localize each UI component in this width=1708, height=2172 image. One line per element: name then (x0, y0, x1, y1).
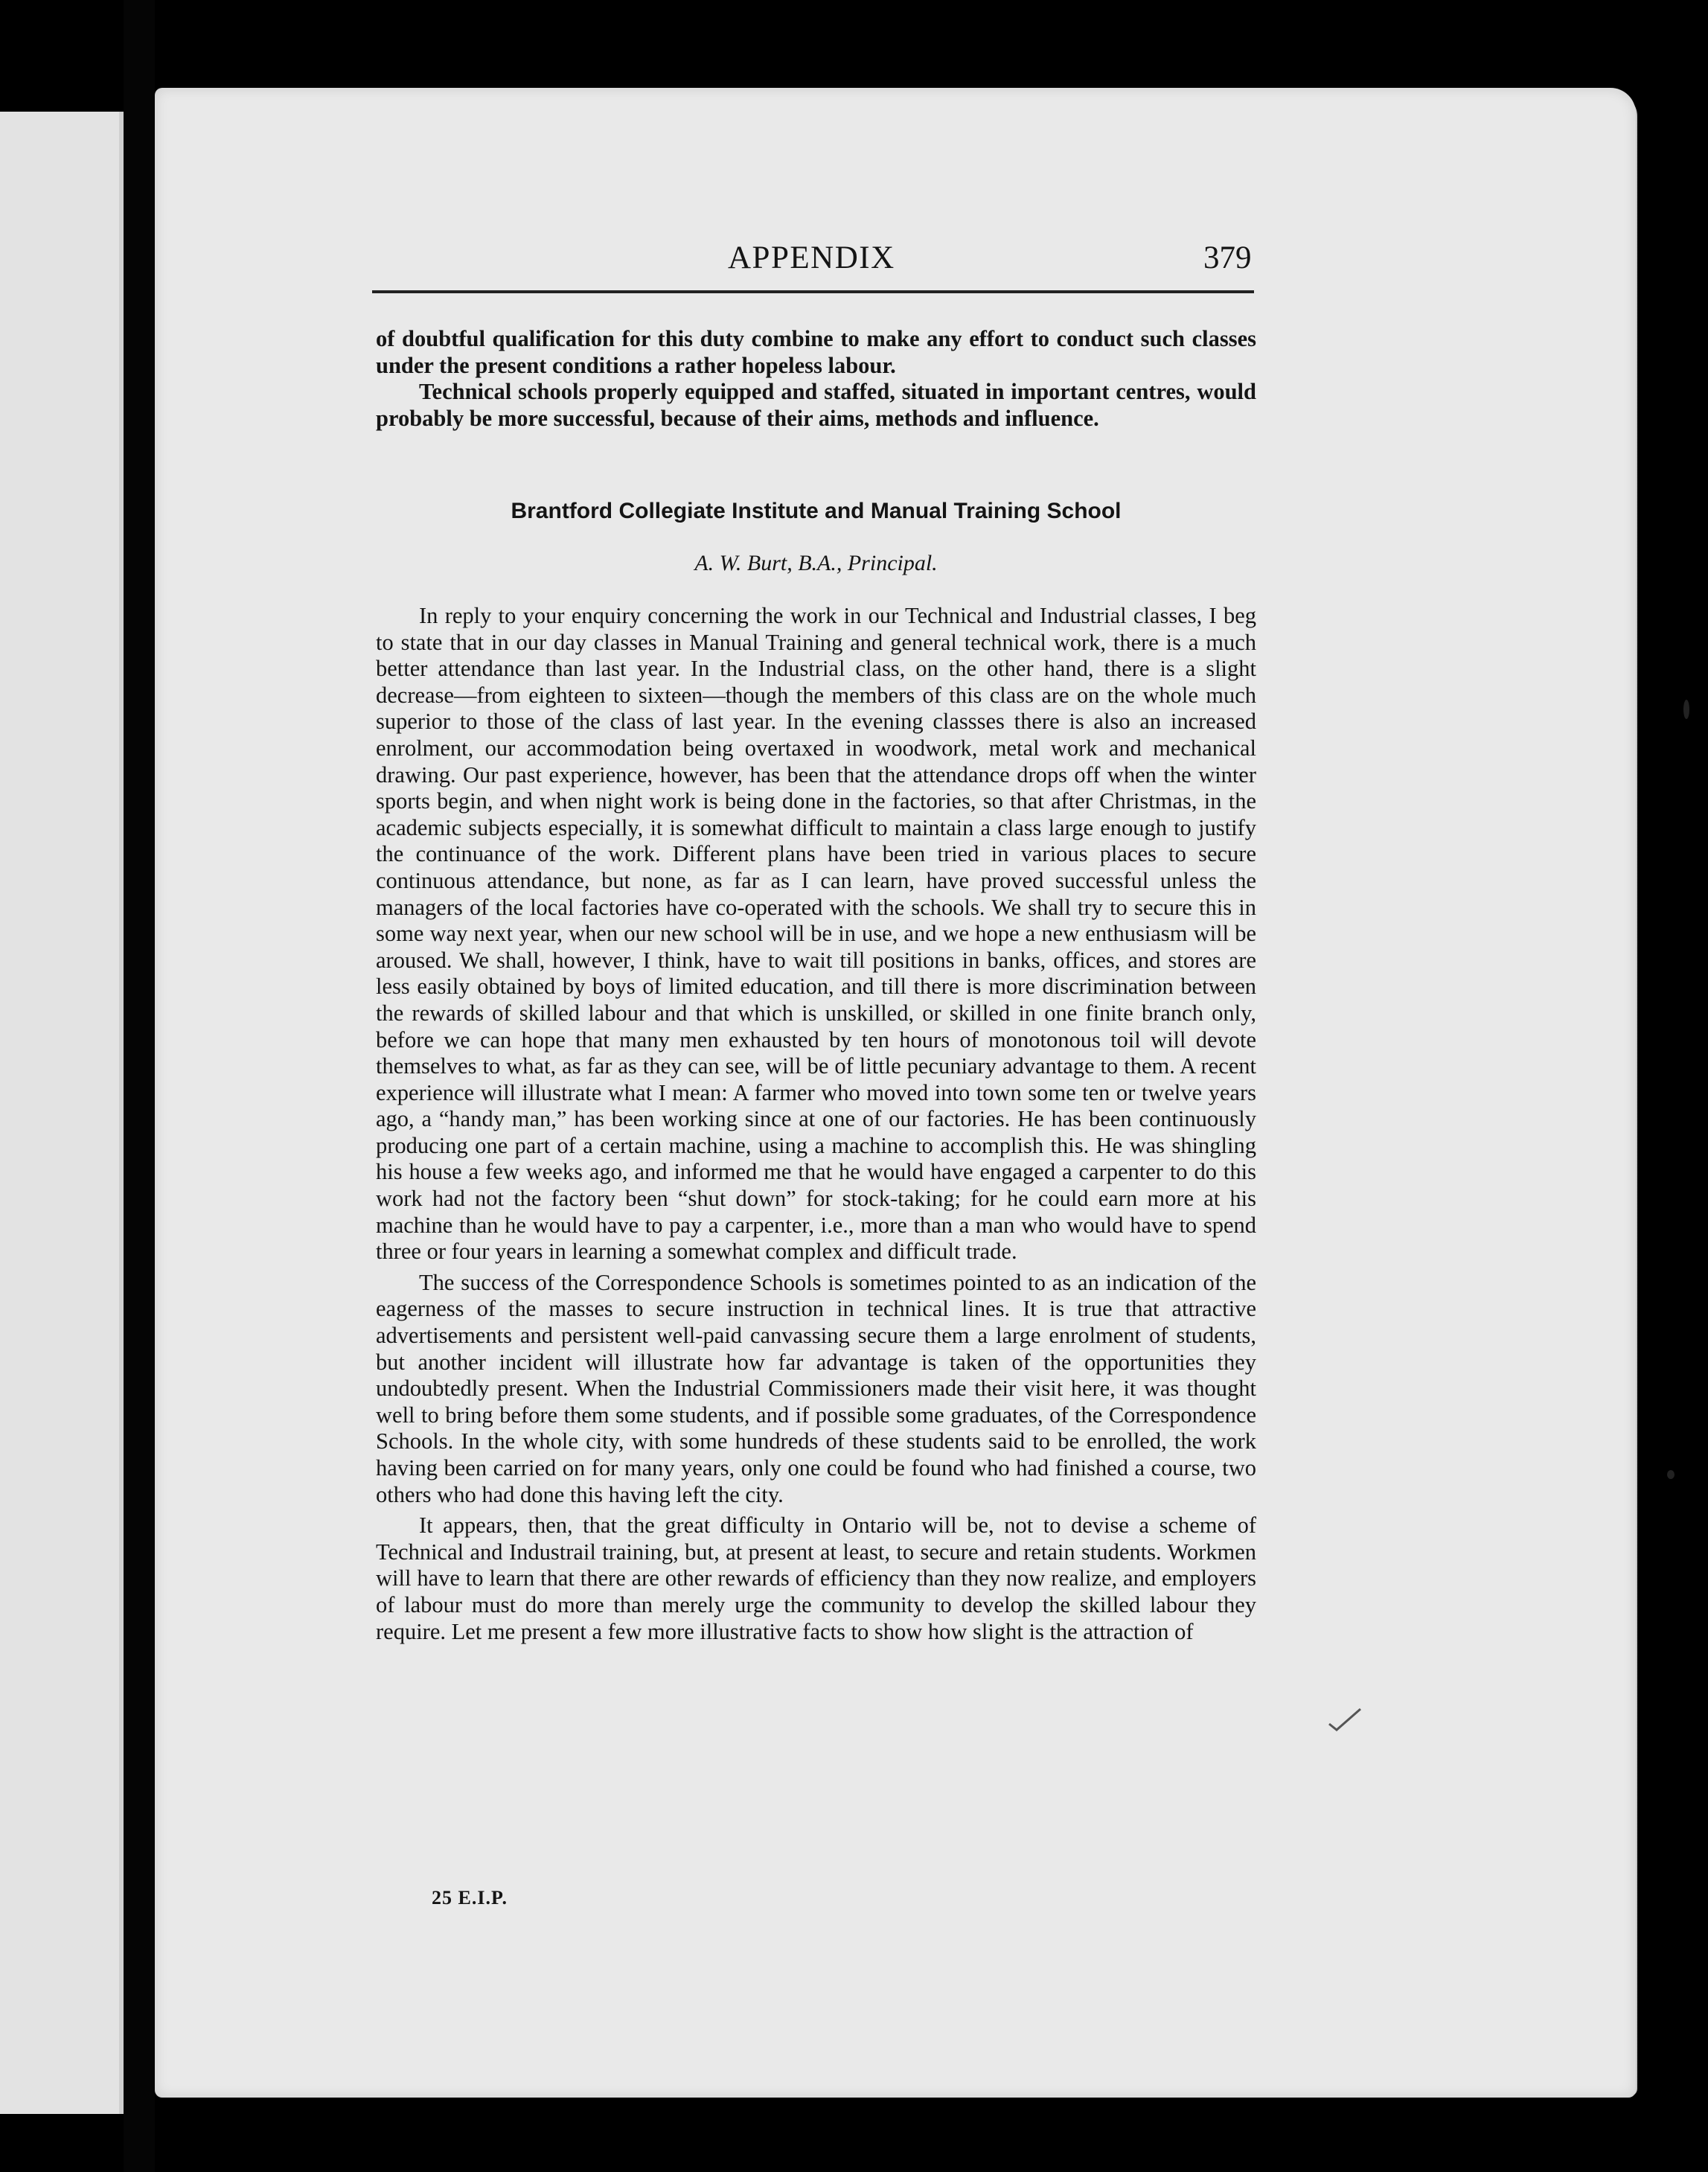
report-body (376, 603, 1256, 1649)
binding-gutter (124, 0, 155, 2172)
header-rule (372, 290, 1254, 293)
signature-mark: 25 E.I.P. (432, 1887, 508, 1909)
paragraph-correspondence-schools: The success of the Correspondence Schools is sometimes pointed to as an indication of the eagerness of the masses to secure instruction in technical lines. It is true that attractive advertisements and persistent well-paid canvassing secure them a large enrolment of students, but another incident will illustrate how far advantage is taken of the opportunities they undoubtedly present. When the Industrial Commissioners made their visit here, it was thought well to bring before them some students, and if possible some graduates, of the Correspondence Schools. In the whole city, with some hundreds of these students said to be enrolled, the work having been carried on for many years, only one could be found who had finished a course, two others who had done this having left the city. (376, 1269, 1256, 1507)
technical-schools-paragraph: Technical schools properly equipped and staffed, situated in important centres, would probably be more successful, because of their aims, methods and influence. (376, 379, 1256, 431)
paragraph-enquiry-reply: In reply to your enquiry concerning the work in our Technical and Industrial classes, I beg to state that in our day classes in Manual Training and general technical work, there is a much better attendance than last year. In the Industrial class, on the other hand, there is a slight decrease—from eighteen to sixteen—though the members of this class are on the whole much superior to those of the class of last year. In the evening classses there is also an increased enrolment, our accommodation being overtaxed in woodwork, metal work and mechanical drawing. Our past experience, however, has been that the attendance drops off when the winter sports begin, and when night work is being done in the factories, so that after Christmas, in the academic subjects especially, it is somewhat difficult to maintain a class large enough to justify the continuance of the work. Different plans have been tried in various places to secure continuous attendance, but none, as far as I can learn, have proved successful unless the managers of the local factories have co-operated with the schools. We shall try to secure this in some way next year, when our new school will be in use, and we hope a new enthusiasm will be aroused. We shall, however, I think, have to wait till positions in banks, offices, and stores are less easily obtained by boys of limited education, and till there is more discrimination between the rewards of skilled labour and that which is unskilled, or skilled in one finite branch only, before we can hope that many men exhausted by ten hours of monotonous toil will devote themselves to what, as far as they can see, will be of little pecuniary advantage to them. A recent experience will illustrate what I mean: A farmer who moved into town some ten or twelve years ago, a “handy man,” has been working since at one of our factories. He has been continuously producing one part of a certain machine, using a machine to accomplish this. He was shingling his house a few weeks ago, and informed me that he would have engaged a carpenter to do this work had not the factory been “shut down” for stock-taking; for he could earn more at his machine than he would have to pay a carpenter, i.e., more than a man who would have to spend three or four years in learning a somewhat complex and difficult trade. (376, 603, 1256, 1265)
running-head: APPENDIX (728, 240, 895, 275)
continuation-paragraph: of doubtful qualification for this duty combine to make any effort to conduct such classes under the present conditions a rather hopeless labour. (376, 326, 1256, 378)
section-heading: Brantford Collegiate Institute and Manual Training School (511, 499, 1122, 523)
pencil-check-icon (1326, 1705, 1363, 1734)
page-number: 379 (1203, 240, 1252, 275)
facing-page-edge (0, 112, 124, 2114)
margin-speck (1683, 700, 1689, 719)
margin-speck (1667, 1470, 1675, 1479)
paragraph-ontario-difficulty: It appears, then, that the great difficulty in Ontario will be, not to devise a scheme of Technical and Industrail training, but, at present at least, to secure and retain students. Workmen will have to learn that there are other rewards of efficiency than they now realize, and employers of labour must do more than merely urge the community to develop the skilled labour they require. Let me present a few more illustrative facts to show how slight is the attraction of (376, 1513, 1256, 1644)
section-author: A. W. Burt, B.A., Principal. (694, 551, 938, 575)
opening-text (376, 326, 1256, 432)
